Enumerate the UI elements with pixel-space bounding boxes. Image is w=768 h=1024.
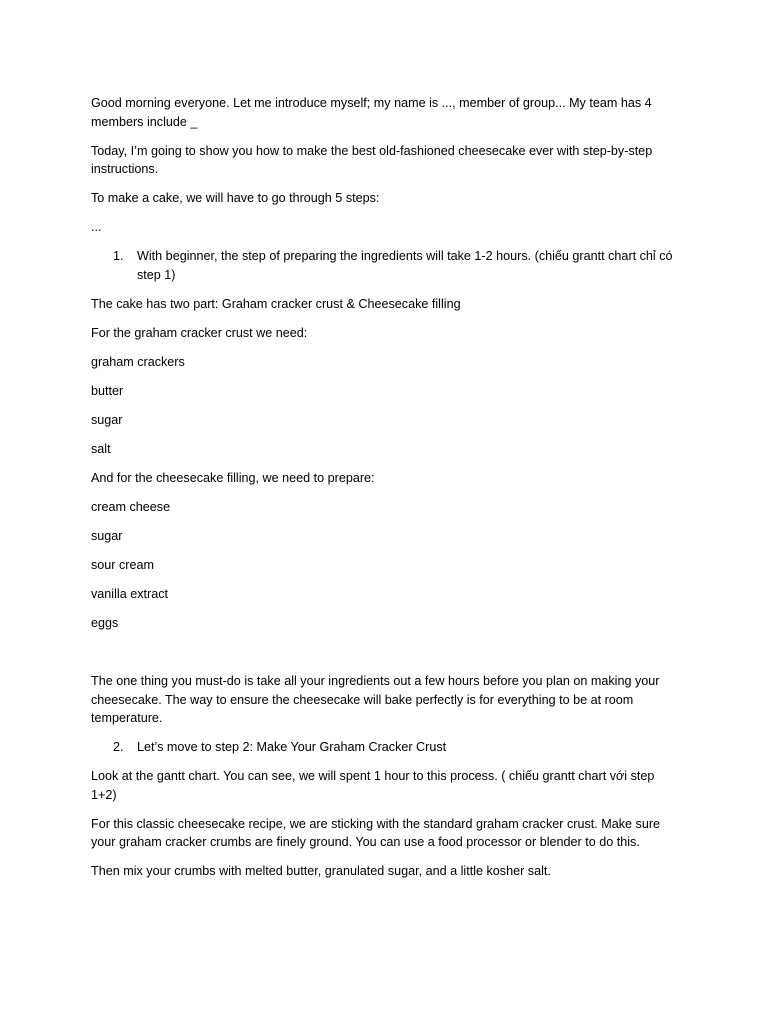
filling-item-sugar: sugar <box>91 528 123 543</box>
filling-item-vanilla-extract: vanilla extract <box>91 586 168 601</box>
mix-crumbs-paragraph: Then mix your crumbs with melted butter, granulated sugar, and a little kosher salt. <box>91 864 551 878</box>
crust-heading: For the graham cracker crust we need: <box>91 325 308 340</box>
step-2-item <box>91 738 681 757</box>
step-2-text: Let’s move to step 2: Make Your Graham Cracker Crust <box>137 740 447 754</box>
crust-item-sugar: sugar <box>91 412 123 427</box>
crust-item-salt: salt <box>91 441 111 456</box>
step-1-item <box>91 247 681 284</box>
step-1-number: 1. <box>113 249 124 263</box>
filling-item-sour-cream: sour cream <box>91 557 154 572</box>
filling-heading: And for the cheesecake filling, we need to prepare: <box>91 470 375 485</box>
ellipsis-line: ... <box>91 220 102 234</box>
step-1-text: With beginner, the step of preparing the ingredients will take 1-2 hours. (chiếu grantt chart chỉ có step 1) <box>137 249 673 282</box>
classic-recipe-paragraph: For this classic cheesecake recipe, we are sticking with the standard graham cracker crust. Make sure your graham cracker crumbs are finely ground. You can use a food processor or blender to do this. <box>91 816 661 849</box>
must-do-paragraph: The one thing you must-do is take all your ingredients out a few hours before you plan on making your cheesecake. The way to ensure the cheesecake will bake perfectly is for everything to be at room temperature. <box>91 674 660 725</box>
today-paragraph: Today, I’m going to show you how to make the best old-fashioned cheesecake ever with step-by-step instructions. <box>91 143 653 176</box>
crust-item-graham-crackers: graham crackers <box>91 354 185 369</box>
gantt-note-paragraph: Look at the gantt chart. You can see, we will spent 1 hour to this process. ( chiếu grantt chart với step 1+2) <box>91 769 655 802</box>
filling-item-eggs: eggs <box>91 615 119 630</box>
step-2-number: 2. <box>113 740 124 754</box>
crust-item-butter: butter <box>91 383 124 398</box>
filling-item-cream-cheese: cream cheese <box>91 499 171 514</box>
two-parts-paragraph: The cake has two part: Graham cracker crust & Cheesecake filling <box>91 296 461 311</box>
steps-intro-paragraph: To make a cake, we will have to go through 5 steps: <box>91 191 380 205</box>
intro-paragraph: Good morning everyone. Let me introduce myself; my name is ..., member of group... My team has 4 members include _ <box>91 96 652 129</box>
document-body <box>91 94 681 891</box>
